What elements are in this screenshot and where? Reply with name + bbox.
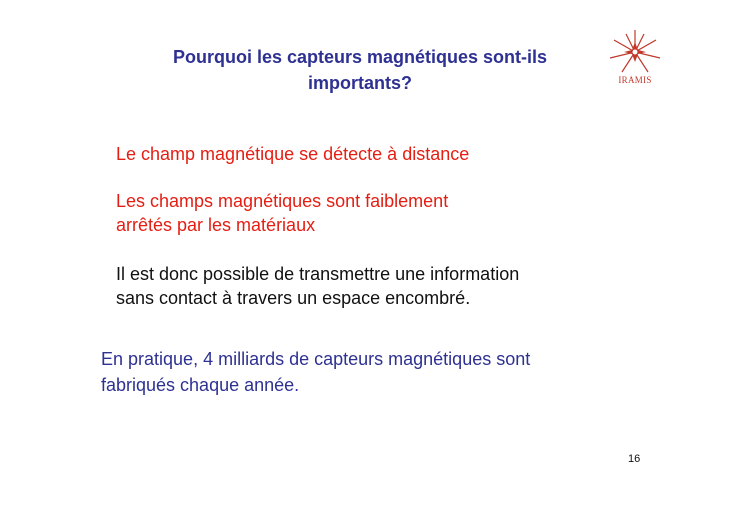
starburst-icon bbox=[604, 28, 666, 78]
conclusion-paragraph bbox=[101, 346, 530, 398]
slide-title-line-2: importants? bbox=[307, 73, 412, 93]
bullet-paragraph-3 bbox=[116, 262, 519, 310]
page-number: 16 bbox=[628, 453, 641, 465]
conclusion-line-1: En pratique, 4 milliards de capteurs magnétiques sont bbox=[101, 349, 531, 369]
paragraph-2-line-1: Les champs magnétiques sont faiblement bbox=[116, 191, 449, 211]
bullet-paragraph-1 bbox=[116, 142, 469, 166]
iramis-logo bbox=[604, 28, 666, 94]
logo-text: IRAMIS bbox=[618, 75, 652, 85]
bullet-paragraph-2 bbox=[116, 189, 448, 237]
paragraph-1-line-1: Le champ magnétique se détecte à distance bbox=[116, 144, 470, 164]
paragraph-2-line-2: arrêtés par les matériaux bbox=[116, 215, 316, 235]
conclusion-line-2: fabriqués chaque année. bbox=[101, 375, 300, 395]
paragraph-3-line-2: sans contact à travers un espace encombré. bbox=[116, 288, 471, 308]
paragraph-3-line-1: Il est donc possible de transmettre une information bbox=[116, 264, 520, 284]
slide-title bbox=[80, 44, 640, 96]
slide-title-line-1: Pourquoi les capteurs magnétiques sont-ils bbox=[172, 47, 548, 67]
